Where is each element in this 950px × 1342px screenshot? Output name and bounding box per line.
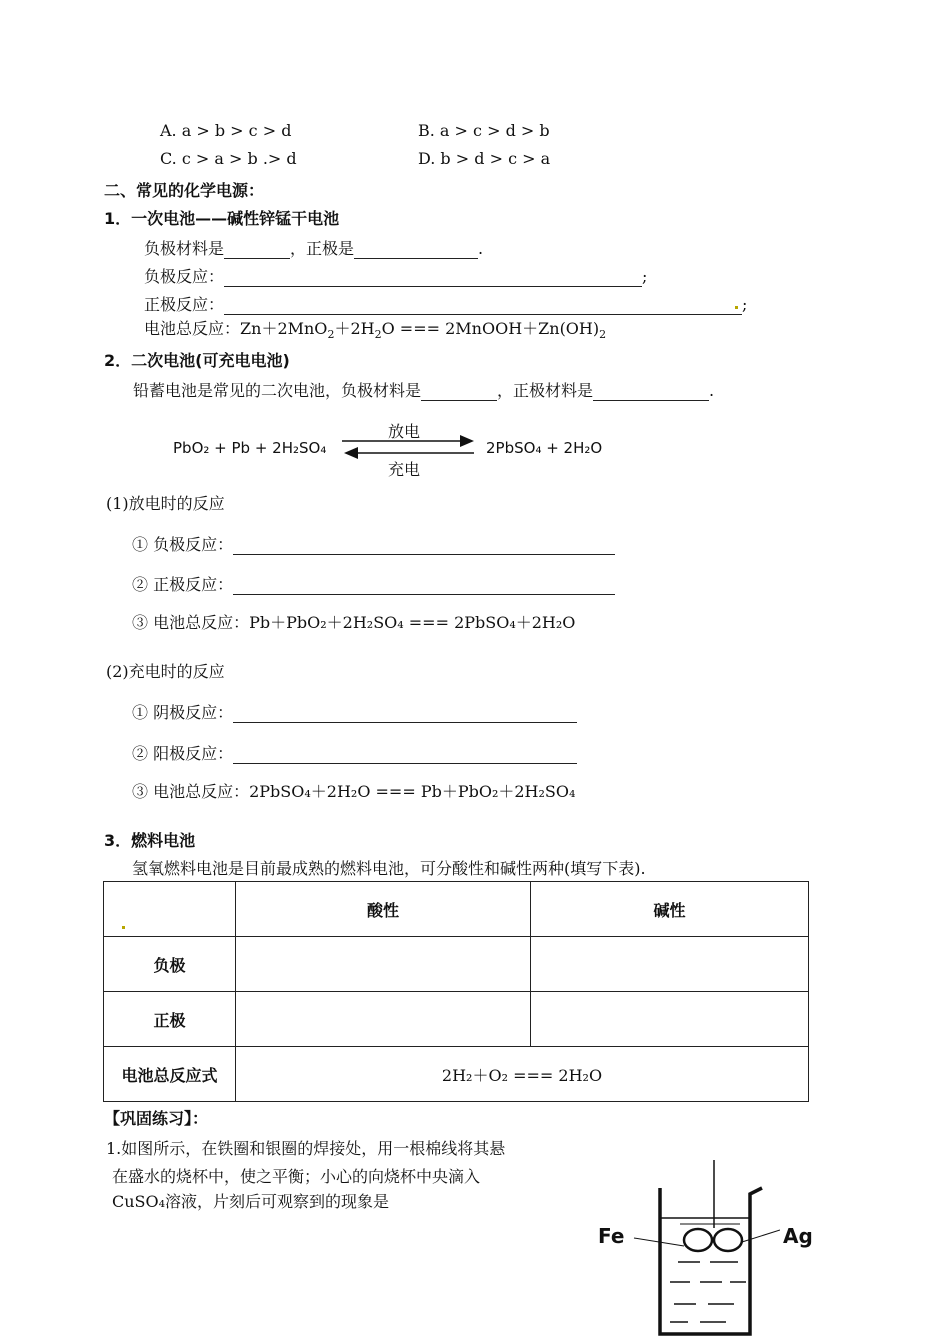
positive-row-label: 正极 — [104, 992, 236, 1047]
negative-row-label: 负极 — [104, 937, 236, 992]
pos-reaction-line — [144, 292, 747, 315]
total-equation-cell: 2H₂＋O₂ === 2H₂O — [236, 1047, 809, 1102]
charge-title: (2)充电时的反应 — [106, 662, 225, 681]
acidic-positive-cell[interactable] — [236, 992, 531, 1047]
subscript: 2 — [327, 328, 335, 341]
practice-heading: 【巩固练习】： — [104, 1109, 209, 1128]
subscript: 2 — [374, 328, 382, 341]
intro-text: 铅蓄电池是常见的二次电池，负极材料是 — [133, 381, 422, 400]
neg-material-blank[interactable] — [421, 382, 497, 401]
charge-label: 充电 — [388, 460, 421, 479]
equation-right: 2PbSO₄ + 2H₂O — [486, 439, 603, 457]
neg-reaction-blank[interactable] — [233, 536, 615, 555]
period: . — [478, 239, 484, 258]
section-heading: 二、常见的化学电源： — [104, 181, 265, 200]
acidic-negative-cell[interactable] — [236, 937, 531, 992]
option-d: D. b > d > c > a — [418, 149, 551, 168]
acidic-header: 酸性 — [236, 882, 531, 937]
fuel-cell-table — [103, 881, 809, 1102]
discharge-label: 放电 — [388, 422, 421, 441]
fe-label: Fe — [598, 1224, 625, 1248]
neg-reaction-label: 负极反应： — [144, 267, 225, 286]
subscript: 2 — [599, 328, 607, 341]
alkaline-header: 碱性 — [531, 882, 809, 937]
primary-battery-heading: 1．一次电池——碱性锌锰干电池 — [104, 209, 340, 228]
total-label: ③ 电池总反应： — [132, 782, 250, 801]
table-corner-cell — [104, 882, 236, 937]
total-eq-part: ＋2H — [334, 319, 375, 338]
cathode-blank[interactable] — [233, 704, 577, 723]
material-line — [144, 236, 483, 259]
fuel-cell-heading: 3．燃料电池 — [104, 831, 196, 850]
charge-anode-line — [132, 741, 577, 764]
alkaline-negative-cell[interactable] — [531, 937, 809, 992]
ag-label: Ag — [783, 1224, 813, 1248]
discharge-title: (1)放电时的反应 — [106, 494, 225, 513]
discharge-pos-line — [132, 572, 615, 595]
total-eq-part: O === 2MnOOH＋Zn(OH) — [381, 319, 600, 338]
charge-total-line — [132, 779, 575, 802]
semicolon: ; — [642, 267, 648, 286]
total-label: 电池总反应： — [144, 319, 241, 338]
pos-material-blank[interactable] — [593, 382, 709, 401]
silver-ring-icon — [714, 1229, 742, 1251]
discharge-total-line — [132, 610, 575, 633]
total-row-label: 电池总反应式 — [104, 1047, 236, 1102]
period: . — [709, 381, 715, 400]
primary-total-line — [144, 316, 606, 341]
question-line: 1.如图所示，在铁圈和银圈的焊接处，用一根棉线将其悬 — [106, 1139, 506, 1158]
reversible-arrows-icon — [340, 432, 480, 462]
fuel-cell-intro: 氢氧燃料电池是目前最成熟的燃料电池，可分酸性和碱性两种(填写下表). — [132, 859, 646, 878]
total-equation: Pb＋PbO₂＋2H₂SO₄ === 2PbSO₄＋2H₂O — [249, 613, 576, 632]
neg-reaction-blank[interactable] — [224, 268, 642, 287]
question-line: 在盛水的烧杯中，使之平衡；小心的向烧杯中央滴入 — [112, 1167, 481, 1186]
iron-ring-icon — [684, 1229, 712, 1251]
discharge-neg-line — [132, 532, 615, 555]
option-a: A. a > b > c > d — [160, 121, 292, 140]
anode-blank[interactable] — [233, 745, 577, 764]
alkaline-positive-cell[interactable] — [531, 992, 809, 1047]
option-b: B. a > c > d > b — [418, 121, 550, 140]
total-label: ③ 电池总反应： — [132, 613, 250, 632]
option-c: C. c > a > b .> d — [160, 149, 297, 168]
pos-reaction-label: 正极反应： — [144, 295, 225, 314]
total-equation: 2PbSO₄＋2H₂O === Pb＋PbO₂＋2H₂SO₄ — [249, 782, 576, 801]
pos-material-blank[interactable] — [354, 240, 478, 259]
pos-reaction-blank[interactable] — [233, 576, 615, 595]
lead-acid-intro — [133, 378, 714, 401]
neg-reaction-label: ① 负极反应： — [132, 535, 234, 554]
pos-reaction-blank[interactable] — [224, 296, 742, 315]
beaker-figure — [630, 1158, 780, 1342]
beaker-icon — [660, 1188, 762, 1334]
anode-label: ② 阳极反应： — [132, 744, 234, 763]
neg-material-blank[interactable] — [224, 240, 290, 259]
total-eq-part: Zn＋2MnO — [240, 319, 328, 338]
cathode-label: ① 阴极反应： — [132, 703, 234, 722]
question-line: CuSO₄溶液，片刻后可观察到的现象是 — [112, 1192, 390, 1211]
neg-reaction-line — [144, 264, 647, 287]
neg-material-label: 负极材料是 — [144, 239, 225, 258]
semicolon: ; — [742, 295, 748, 314]
pos-reaction-label: ② 正极反应： — [132, 575, 234, 594]
charge-cathode-line — [132, 700, 577, 723]
secondary-battery-heading: 2．二次电池(可充电电池) — [104, 351, 290, 370]
pos-material-label: ，正极是 — [290, 239, 355, 258]
intro-text: ，正极材料是 — [497, 381, 594, 400]
equation-left: PbO₂ + Pb + 2H₂SO₄ — [173, 439, 327, 457]
